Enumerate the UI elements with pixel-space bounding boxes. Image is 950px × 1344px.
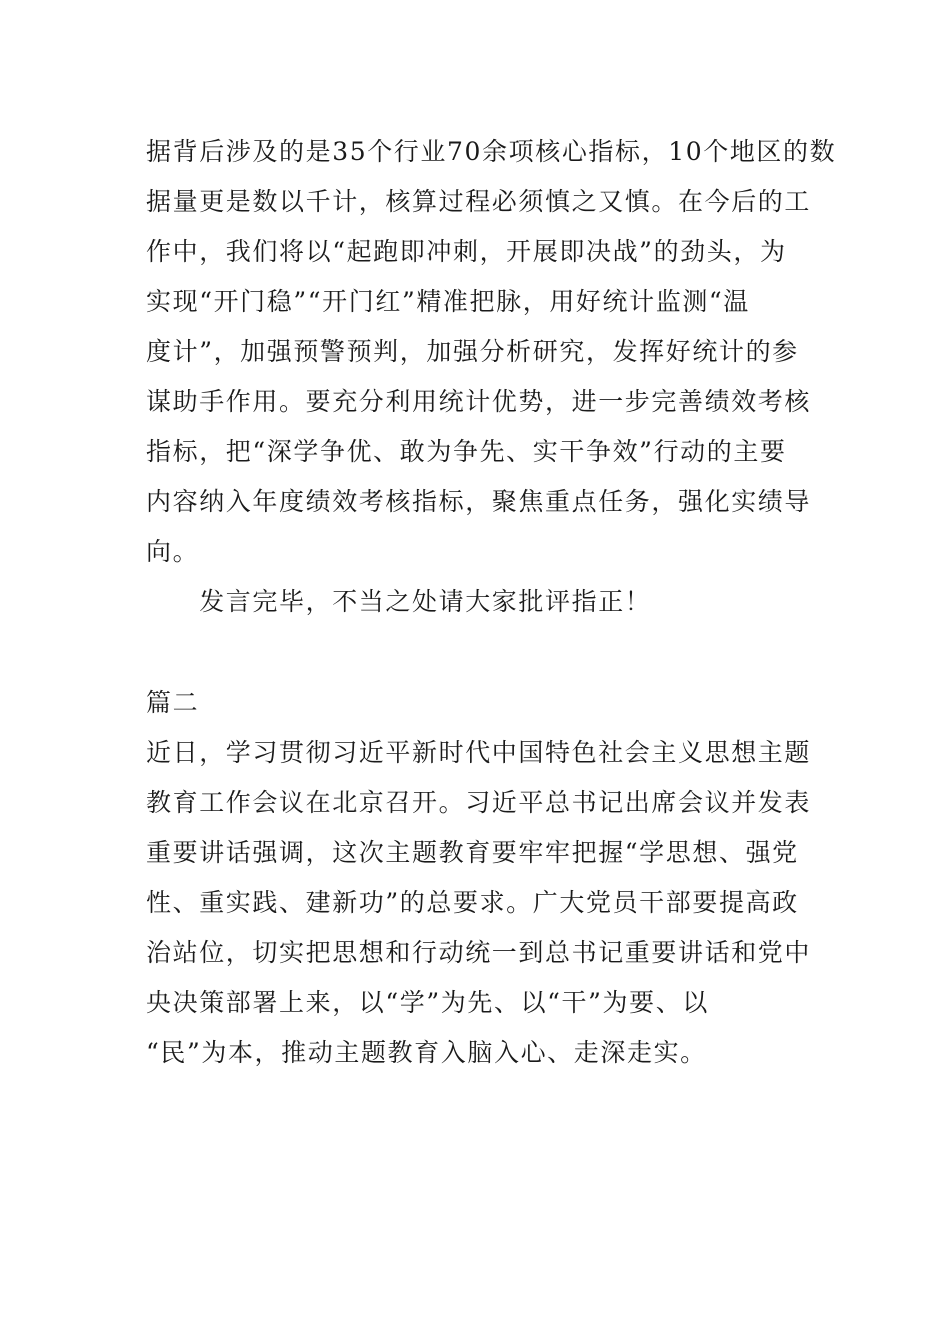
paragraph-line: 性、重实践、建新功”的总要求。广大党员干部要提高政	[146, 888, 799, 917]
paragraph-line: 近日，学习贯彻习近平新时代中国特色社会主义思想主题	[146, 738, 812, 767]
paragraph-line: 谋助手作用。要充分利用统计优势，进一步完善绩效考核	[146, 387, 812, 416]
paragraph-line: 指标，把“深学争优、敢为争先、实干争效”行动的主要	[146, 437, 787, 466]
closing-remark: 发言完毕，不当之处请大家批评指正！	[146, 587, 652, 616]
paragraph-line: 作中，我们将以“起跑即冲刺，开展即决战”的劲头，为	[146, 237, 787, 266]
paragraph-line: “民”为本，推动主题教育入脑入心、走深走实。	[146, 1038, 707, 1067]
paragraph-line: 度计”，加强预警预判，加强分析研究，发挥好统计的参	[146, 337, 799, 366]
paragraph-line: 治站位，切实把思想和行动统一到总书记重要讲话和党中	[146, 938, 812, 967]
paragraph-line: 据背后涉及的是35个行业70余项核心指标，10个地区的数	[146, 137, 837, 166]
paragraph-line: 向。	[146, 537, 200, 566]
paragraph-line: 实现“开门稳”“开门红”精准把脉，用好统计监测“温	[146, 287, 750, 316]
paragraph-line: 央决策部署上来，以“学”为先、以“干”为要、以	[146, 988, 709, 1017]
paragraph-line: 内容纳入年度绩效考核指标，聚焦重点任务，强化实绩导	[146, 487, 812, 516]
section-heading: 篇二	[146, 688, 200, 717]
paragraph-line: 教育工作会议在北京召开。习近平总书记出席会议并发表	[146, 788, 812, 817]
paragraph-line: 重要讲话强调，这次主题教育要牢牢把握“学思想、强党	[146, 838, 799, 867]
paragraph-line: 据量更是数以千计，核算过程必须慎之又慎。在今后的工	[146, 187, 812, 216]
